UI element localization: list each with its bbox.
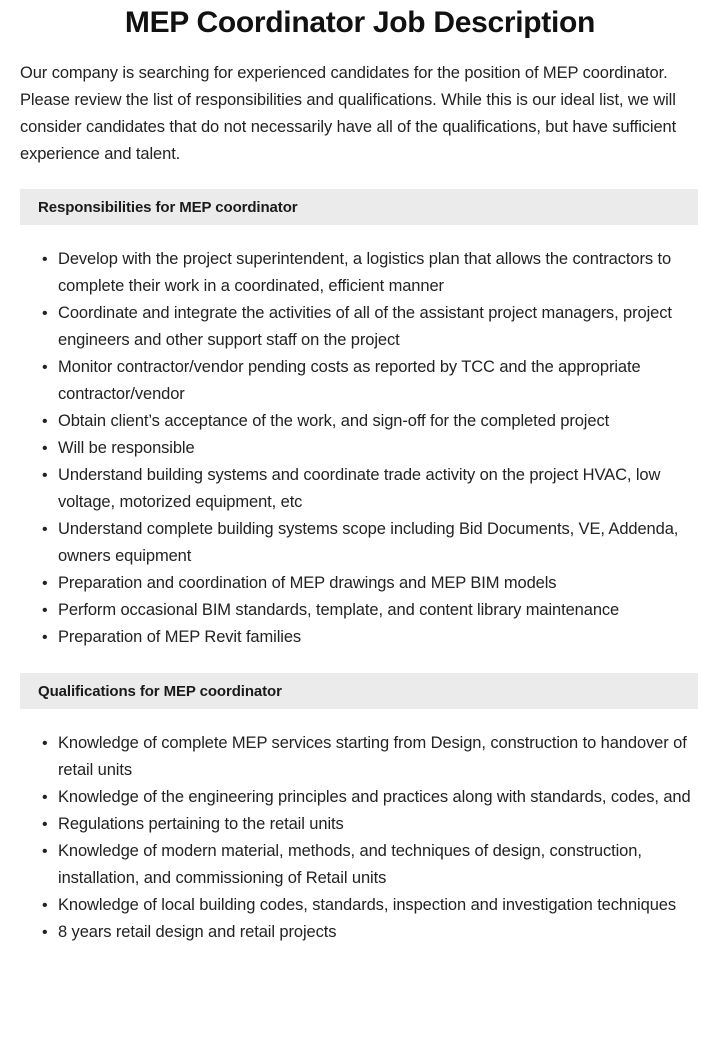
list-item <box>0 354 720 408</box>
list-item <box>0 246 720 300</box>
list-item-text: Preparation of MEP Revit families <box>58 628 302 646</box>
bullet-icon: • <box>42 816 48 833</box>
list-item <box>0 919 720 946</box>
list-item-text: Understand complete building systems scope including Bid Documents, VE, Addenda, owners equipment <box>58 520 679 565</box>
bullet-icon: • <box>42 467 48 484</box>
list-item <box>0 300 720 354</box>
list-item <box>0 838 720 892</box>
qualifications-header-wrap <box>0 651 720 709</box>
list-item-text: Regulations pertaining to the retail units <box>58 815 344 833</box>
qualifications-list <box>0 709 720 946</box>
list-item <box>0 597 720 624</box>
qualifications-section <box>0 651 720 946</box>
list-item <box>0 624 720 651</box>
list-item-text: Perform occasional BIM standards, template, and content library maintenance <box>58 601 620 619</box>
bullet-icon: • <box>42 629 48 646</box>
qualifications-header-bar <box>20 673 698 709</box>
responsibilities-heading: Responsibilities for MEP coordinator <box>38 198 298 216</box>
list-item-text: Understand building systems and coordinate trade activity on the project HVAC, low voltage, motorized equipment, etc <box>58 466 661 511</box>
bullet-icon: • <box>42 413 48 430</box>
list-item-text: Knowledge of the engineering principles and practices along with standards, codes, and <box>58 788 691 806</box>
bullet-icon: • <box>42 897 48 914</box>
responsibilities-header-bar <box>20 189 698 225</box>
responsibilities-section <box>0 168 720 651</box>
list-item-text: Develop with the project superintendent, a logistics plan that allows the contractors to complete their work in a coordinated, efficient manner <box>58 250 672 295</box>
list-item <box>0 892 720 919</box>
list-item-text: 8 years retail design and retail projects <box>58 923 337 941</box>
bullet-icon: • <box>42 735 48 752</box>
list-item <box>0 435 720 462</box>
bullet-icon: • <box>42 440 48 457</box>
list-item <box>0 811 720 838</box>
list-item-text: Preparation and coordination of MEP drawings and MEP BIM models <box>58 574 557 592</box>
bullet-icon: • <box>42 843 48 860</box>
intro-paragraph: Our company is searching for experienced candidates for the position of MEP coordinator. Please review the list of responsibilities and qualifications. While this is our ideal list, we will consider candidates that do not necessarily have all of the qualifications, but have sufficient experience and talent. <box>20 64 677 163</box>
bullet-icon: • <box>42 521 48 538</box>
list-item <box>0 462 720 516</box>
list-item-text: Knowledge of modern material, methods, and techniques of design, construction, installation, and commissioning of Retail units <box>58 842 642 887</box>
bullet-icon: • <box>42 575 48 592</box>
list-item-text: Will be responsible <box>58 439 195 457</box>
bullet-icon: • <box>42 602 48 619</box>
list-item <box>0 516 720 570</box>
list-item <box>0 784 720 811</box>
list-item <box>0 570 720 597</box>
responsibilities-header-wrap <box>0 168 720 225</box>
list-item-text: Obtain client’s acceptance of the work, and sign-off for the completed project <box>58 412 610 430</box>
responsibilities-list <box>0 225 720 651</box>
list-item-text: Knowledge of local building codes, standards, inspection and investigation techniques <box>58 896 677 914</box>
bullet-icon: • <box>42 359 48 376</box>
bullet-icon: • <box>42 789 48 806</box>
list-item <box>0 730 720 784</box>
bullet-icon: • <box>42 924 48 941</box>
list-item-text: Coordinate and integrate the activities of all of the assistant project managers, project engineers and other support staff on the project <box>58 304 672 349</box>
list-item <box>0 408 720 435</box>
list-item-text: Monitor contractor/vendor pending costs as reported by TCC and the appropriate contractor/vendor <box>58 358 641 403</box>
bullet-icon: • <box>42 251 48 268</box>
list-item-text: Knowledge of complete MEP services starting from Design, construction to handover of retail units <box>58 734 687 779</box>
bullet-icon: • <box>42 305 48 322</box>
qualifications-heading: Qualifications for MEP coordinator <box>38 682 282 700</box>
page-title: MEP Coordinator Job Description <box>124 6 596 39</box>
